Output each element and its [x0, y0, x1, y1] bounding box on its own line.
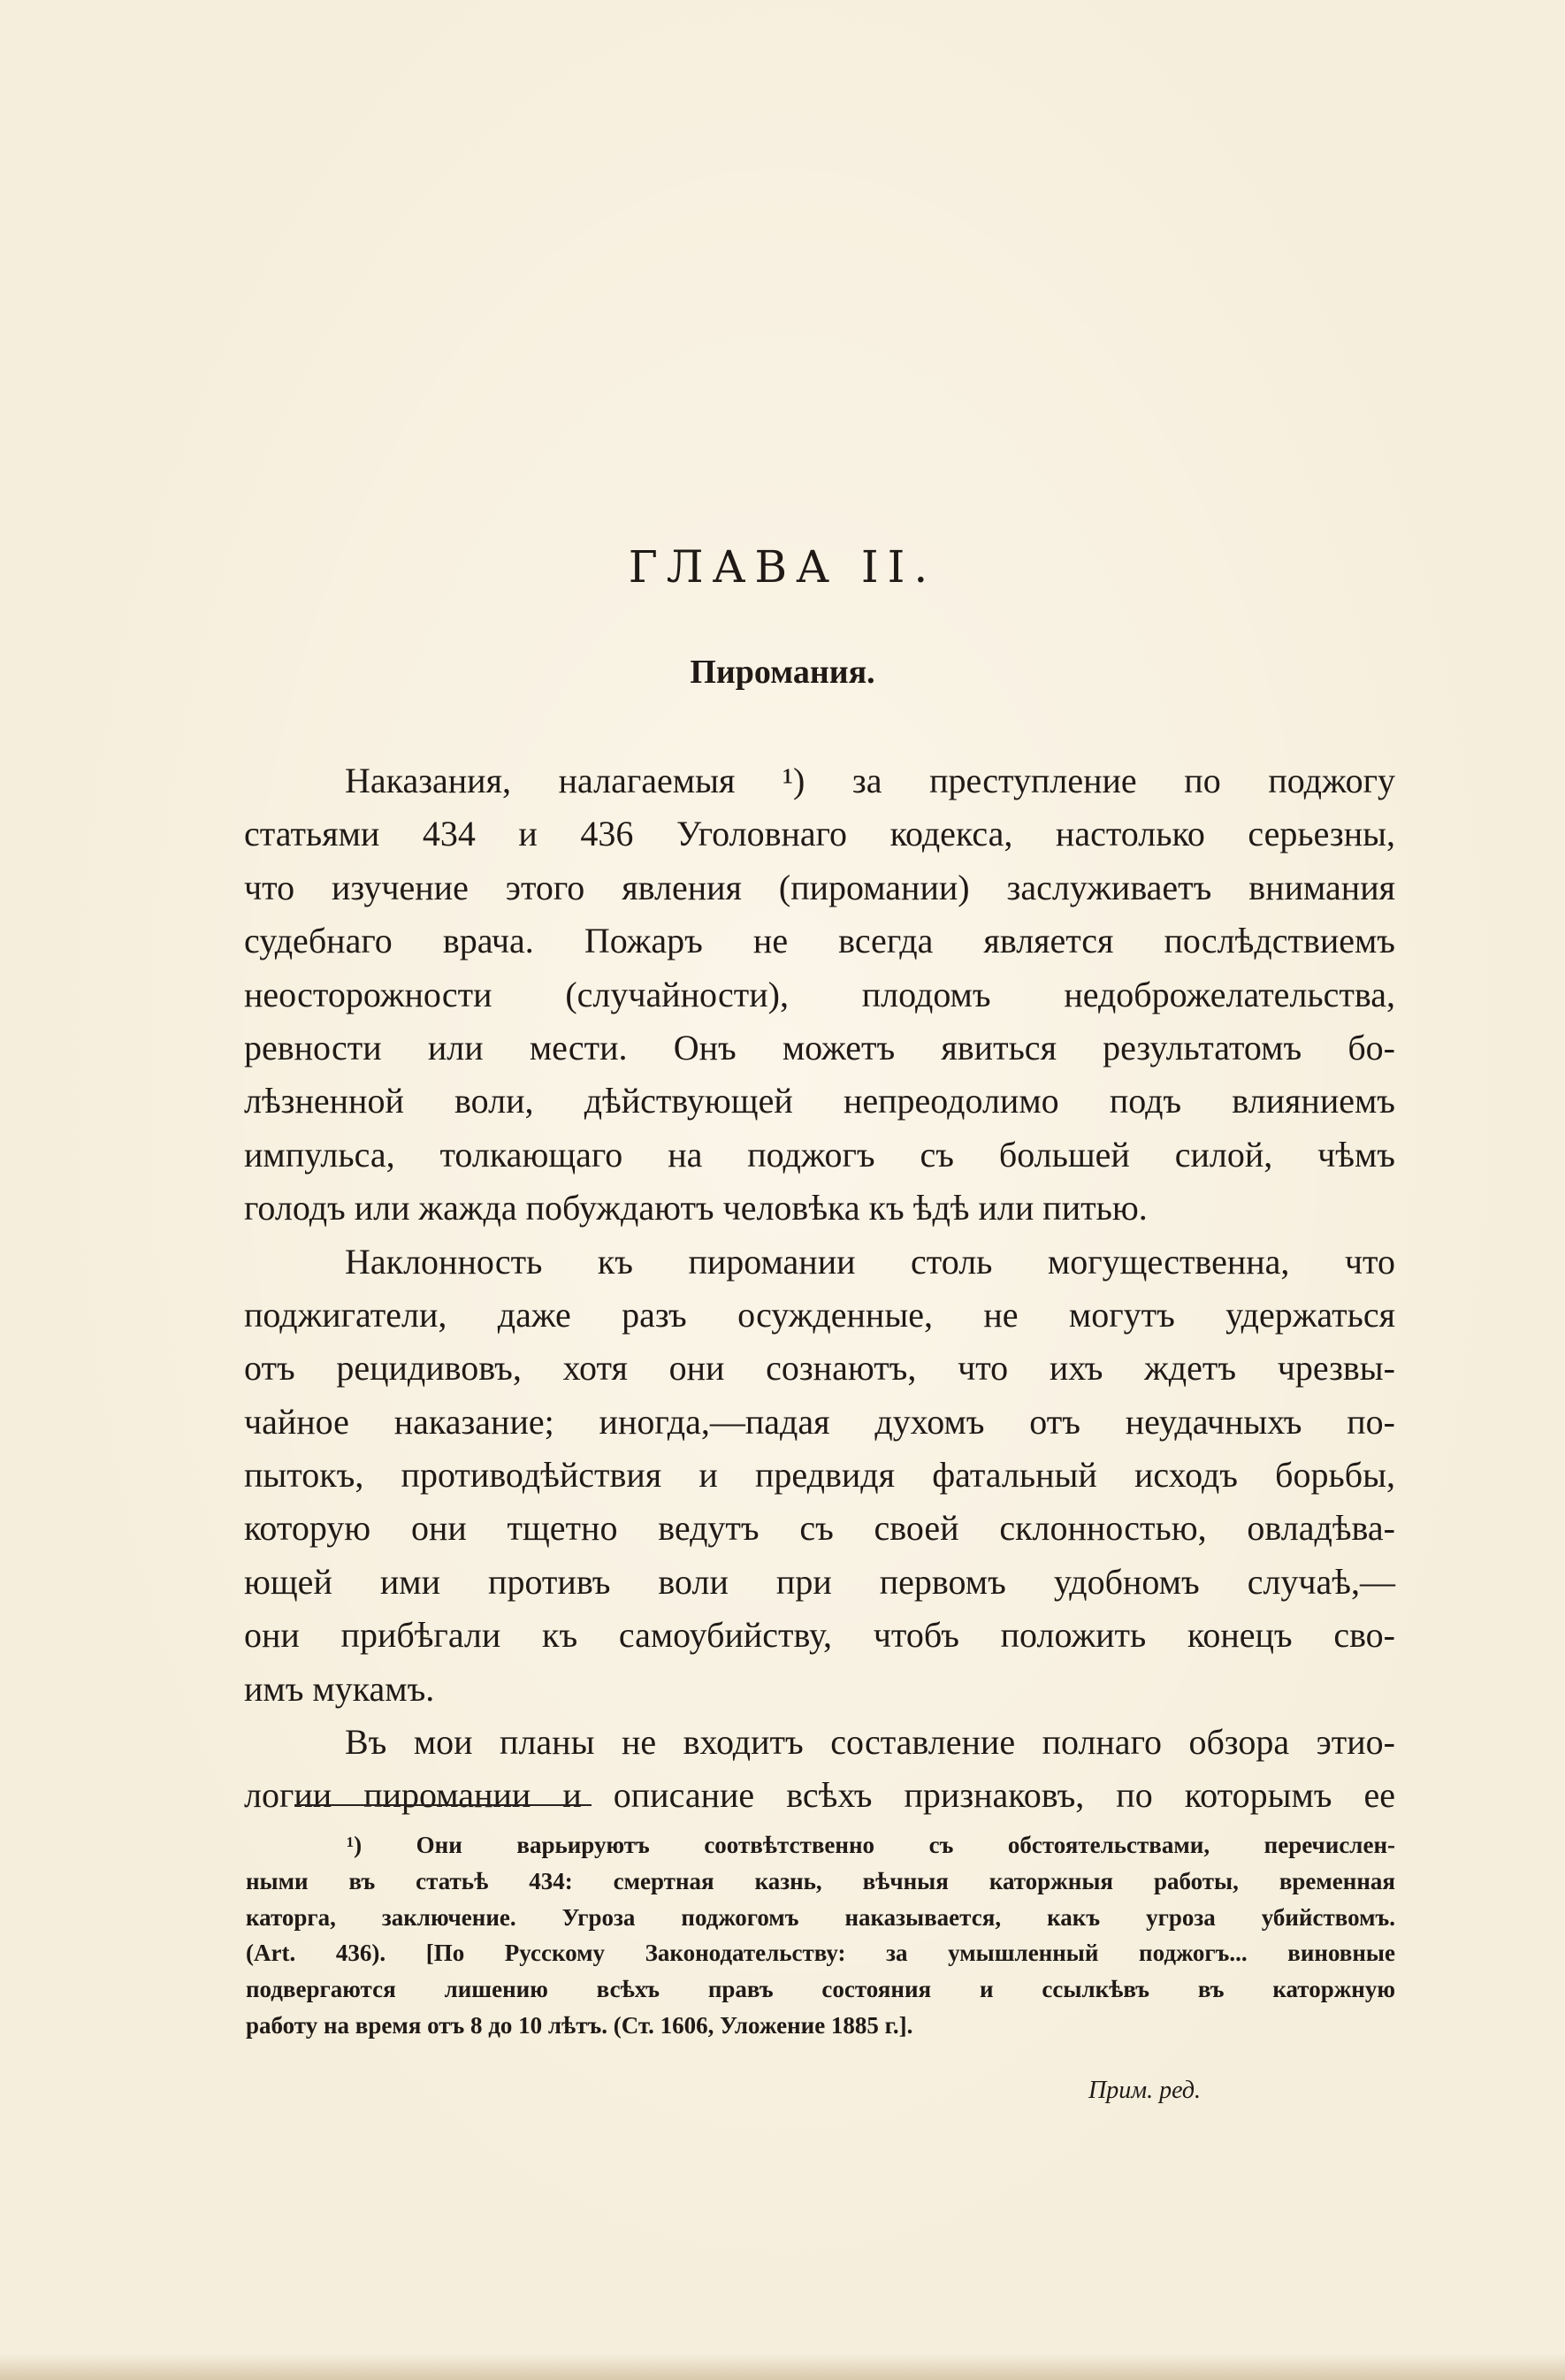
body-text [244, 754, 1395, 1823]
footnote-divider [294, 1804, 592, 1806]
text-line: ющей ими противъ воли при первомъ удобномъ случаѣ,— [244, 1561, 1395, 1602]
text-line: что изучение этого явления (пиромании) заслуживаетъ внимания [244, 867, 1395, 907]
text-line: неосторожности (случайности), плодомъ недоброжелательства, [244, 974, 1395, 1014]
page-bottom-edge [0, 2353, 1565, 2380]
footnote-line: (Art. 436). [По Русскому Законодательству: за умышленный поджогъ... виновные [246, 1940, 1395, 1967]
text-line: Наказания, налагаемыя ¹) за преступление по поджогу [345, 761, 1395, 800]
footnote-line: каторга, заключение. Угроза поджогомъ наказывается, какъ угроза убийствомъ. [246, 1903, 1395, 1931]
text-line: логии пиромании и описание всѣхъ признаковъ, по которымъ ее [244, 1775, 1395, 1816]
footnote-line: работу на время отъ 8 до 10 лѣтъ. (Ст. 1606, Уложение 1885 г.]. [246, 2011, 913, 2039]
footnote-line: подвергаются лишению всѣхъ правъ состояния и ссылкѣвъ въ каторжную [246, 1976, 1395, 2003]
text-line: ревности или мести. Онъ можетъ явиться результатомъ бо- [244, 1027, 1395, 1068]
footnote [246, 1827, 1395, 2044]
text-line: голодъ или жажда побуждаютъ человѣка къ ѣдѣ или питью. [244, 1188, 1148, 1228]
text-line: поджигатели, даже разъ осужденные, не могутъ удержаться [244, 1294, 1395, 1335]
text-line: судебнаго врача. Пожаръ не всегда является послѣдствиемъ [244, 921, 1395, 961]
section-title: Пиромания. [690, 654, 875, 691]
text-line: отъ рецидивовъ, хотя они сознаютъ, что ихъ ждетъ чрезвы- [244, 1348, 1395, 1389]
footnote-line: ными въ статьѣ 434: смертная казнь, вѣчныя каторжныя работы, временная [246, 1867, 1395, 1894]
footnote-line: ¹) Они варьируютъ соотвѣтственно съ обстоятельствами, перечислен- [347, 1832, 1395, 1858]
text-line: которую они тщетно ведутъ съ своей склонностью, овладѣва- [244, 1508, 1395, 1549]
chapter-heading: ГЛАВА II. [628, 541, 937, 593]
text-line: имъ мукамъ. [244, 1668, 435, 1709]
text-line: чайное наказание; иногда,—падая духомъ отъ неудачныхъ по- [244, 1401, 1395, 1442]
text-line: Наклонность къ пиромании столь могущественна, что [345, 1241, 1395, 1282]
text-line: статьями 434 и 436 Уголовнаго кодекса, настолько серьезны, [244, 814, 1395, 854]
footnote-signature: Прим. ред. [1088, 2077, 1201, 2104]
text-line: Въ мои планы не входитъ составление полнаго обзора этио- [345, 1722, 1395, 1763]
text-line: они прибѣгали къ самоубийству, чтобъ положить конецъ сво- [244, 1615, 1395, 1656]
text-line: импульса, толкающаго на поджогъ съ большей силой, чѣмъ [244, 1134, 1395, 1175]
text-line: пытокъ, противодѣйствия и предвидя фатальный исходъ борьбы, [244, 1455, 1395, 1496]
text-line: лѣзненной воли, дѣйствующей непреодолимо подъ влияниемъ [244, 1081, 1395, 1121]
